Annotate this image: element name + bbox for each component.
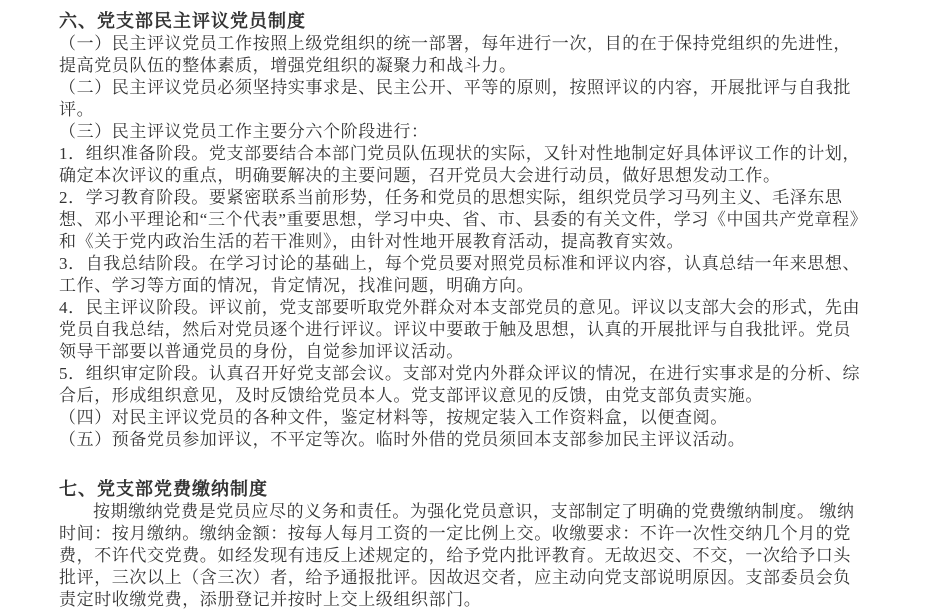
paragraph-fee-rules: 按期缴纳党费是党员应尽的义务和责任。为强化党员意识，支部制定了明确的党费缴纳制度。 缴纳时间：按月缴纳。缴纳金额：按每人每月工资的一定比例上交。收缴要求：不许一次性交纳几个月的党费，不许代交党费。如经发现有违反上述规定的，给予党内批评教育。无故迟交、不交，一次给予口头批评，三次以上（含三次）者，给予通报批评。因故迟交者，应主动向党支部说明原因。支部委员会负责定时收缴党费，添册登记并按时上交上级组织部门。: [59, 502, 855, 609]
paragraph-item-5: （五）预备党员参加评议，不平定等次。临时外借的党员须回本支部参加民主评议活动。: [59, 430, 746, 449]
section-heading-democratic-review: 六、党支部民主评议党员制度: [59, 11, 306, 31]
section-heading-fee-payment: 七、党支部党费缴纳制度: [59, 479, 268, 499]
paragraph-item-4: （四）对民主评议党员的各种文件，鉴定材料等，按规定装入工作资料盒，以便查阅。: [59, 408, 728, 427]
paragraph-item-1: （一）民主评议党员工作按照上级党组织的统一部署，每年进行一次，目的在于保持党组织的先进性，提高党员队伍的整体素质，增强党组织的凝聚力和战斗力。: [59, 34, 851, 75]
paragraph-item-2: （二）民主评议党员必须坚持实事求是、民主公开、平等的原则，按照评议的内容，开展批评与自我批评。: [59, 78, 851, 119]
section-fee-payment: [59, 478, 865, 611]
paragraph-stage-5: 5．组织审定阶段。认真召开好党支部会议。支部对党内外群众评议的情况，在进行实事求是的分析、综合后，形成组织意见，及时反馈给党员本人。党支部评议意见的反馈，由党支部负责实施。: [59, 364, 861, 405]
paragraph-item-3: （三）民主评议党员工作主要分六个阶段进行：: [59, 122, 429, 141]
section-democratic-review: [59, 10, 865, 451]
paragraph-stage-2: 2．学习教育阶段。要紧密联系当前形势，任务和党员的思想实际，组织党员学习马列主义、毛泽东思想、邓小平理论和“三个代表”重要思想，学习中央、省、市、县委的有关文件，学习《中国共产党章程》和《关于党内政治生活的若干准则》，由针对性地开展教育活动，提高教育实效。: [59, 188, 859, 251]
paragraph-stage-4: 4．民主评议阶段。评议前，党支部要听取党外群众对本支部党员的意见。评议以支部大会的形式，先由党员自我总结，然后对党员逐个进行评议。评议中要敢于触及思想，认真的开展批评与自我批评。党员领导干部要以普通党员的身份，自觉参加评议活动。: [59, 298, 861, 361]
paragraph-stage-3: 3．自我总结阶段。在学习讨论的基础上，每个党员要对照党员标准和评议内容，认真总结一年来思想、工作、学习等方面的情况，肯定情况，找准问题，明确方向。: [59, 254, 861, 295]
paragraph-stage-1: 1．组织准备阶段。党支部要结合本部门党员队伍现状的实际，又针对性地制定好具体评议工作的计划，确定本次评议的重点，明确要解决的主要问题，召开党员大会进行动员，做好思想发动工作。: [59, 144, 861, 185]
